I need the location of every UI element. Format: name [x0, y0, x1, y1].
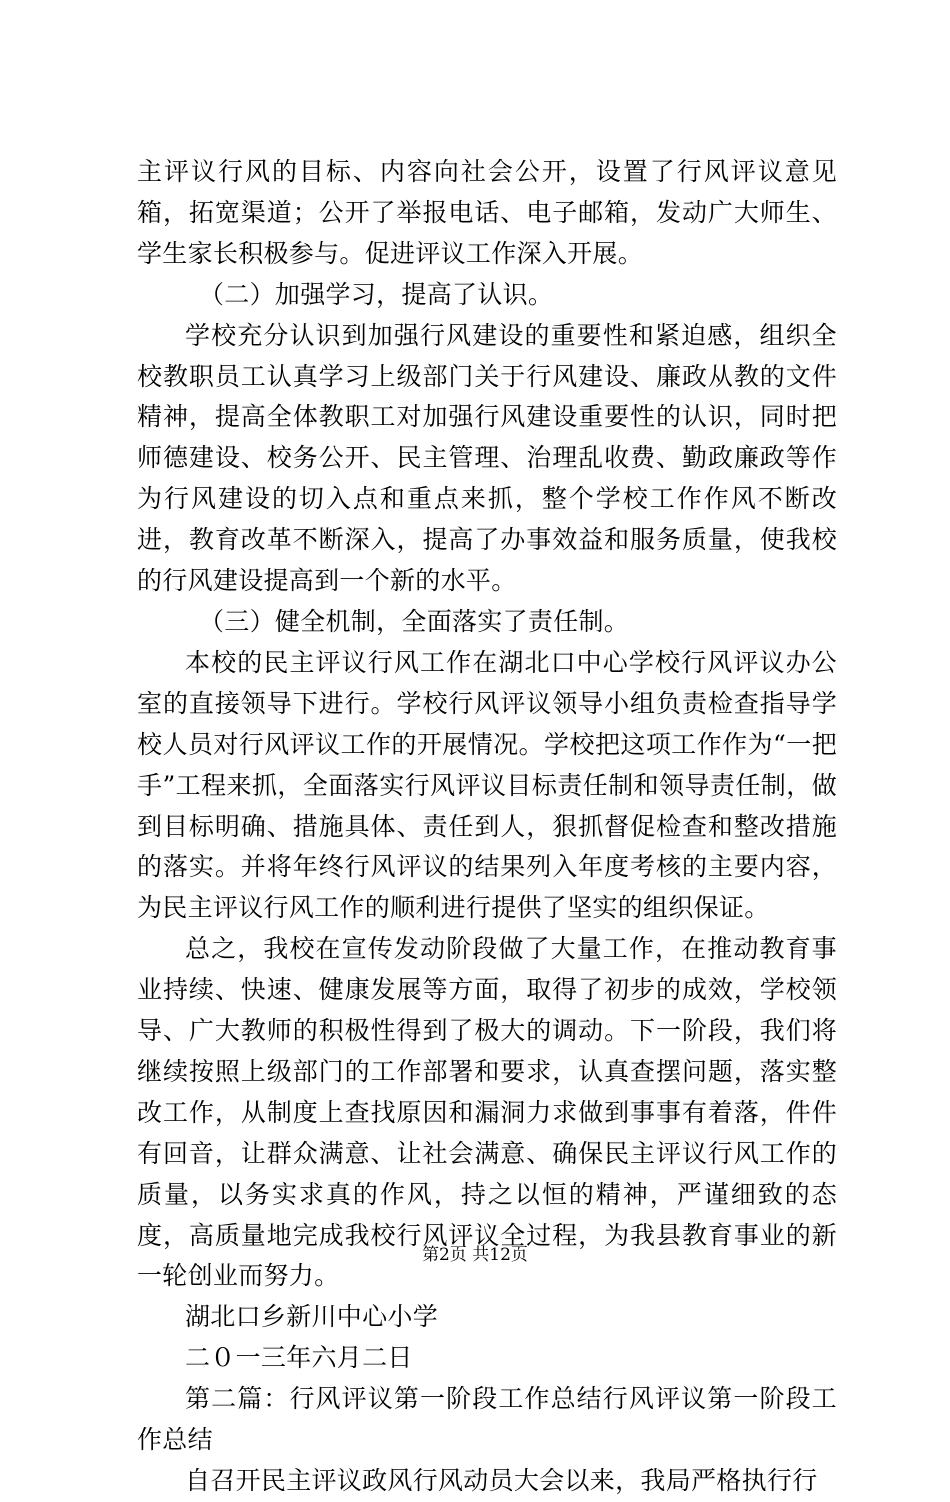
section-heading-2: （二）加强学习，提高了认识。 [199, 279, 554, 309]
document-body [137, 152, 837, 1502]
paragraph-chapter-start: 自召开民主评议政风行风动员大会以来，我局严格执行行 [185, 1466, 818, 1495]
paragraph-study: 学校充分认识到加强行风建设的重要性和紧迫感，组织全校教职员工认真学习上级部门关于行风建设、廉政从教的文件精神，提高全体教职工对加强行风建设重要性的认识，同时把师德建设、校务公开、民主管理、治理乱收费、勤政廉政等作为行风建设的切入点和重点来抓，整个学校工作作风不断改进，教育改革不断深入，提高了办事效益和服务质量，使我校的行风建设提高到一个新的水平。 [137, 320, 837, 596]
section-heading-3: （三）健全机制，全面落实了责任制。 [199, 606, 630, 636]
signature-date: 二０一三年六月二日 [185, 1343, 413, 1373]
paragraph-continuation: 主评议行风的目标、内容向社会公开，设置了行风评议意见箱，拓宽渠道；公开了举报电话、电子邮箱，发动广大师生、学生家长积极参与。促进评议工作深入开展。 [137, 157, 837, 268]
paragraph-summary: 总之，我校在宣传发动阶段做了大量工作，在推动教育事业持续、快速、健康发展等方面，取得了初步的成效，学校领导、广大教师的积极性得到了极大的调动。下一阶段，我们将继续按照上级部门的工作部署和要求，认真查摆问题，落实整改工作，从制度上查找原因和漏洞力求做到事事有着落，件件有回音，让群众满意、让社会满意、确保民主评议行风工作的质量，以务实求真的作风，持之以恒的精神，严谨细致的态度，高质量地完成我校行风评议全过程，为我县教育事业的新一轮创业而努力。 [137, 934, 837, 1291]
chapter-title: 第二篇：行风评议第一阶段工作总结行风评议第一阶段工作总结 [137, 1384, 837, 1455]
page-footer: 第2页 共12页 [422, 1245, 528, 1265]
paragraph-mechanism: 本校的民主评议行风工作在湖北口中心学校行风评议办公室的直接领导下进行。学校行风评议领导小组负责检查指导学校人员对行风评议工作的开展情况。学校把这项工作作为“一把手”工程来抓，全面落实行风评议目标责任制和领导责任制，做到目标明确、措施具体、责任到人，狠抓督促检查和整改措施的落实。并将年终行风评议的结果列入年度考核的主要内容，为民主评议行风工作的顺利进行提供了坚实的组织保证。 [137, 647, 837, 923]
signature-school: 湖北口乡新川中心小学 [185, 1302, 439, 1332]
